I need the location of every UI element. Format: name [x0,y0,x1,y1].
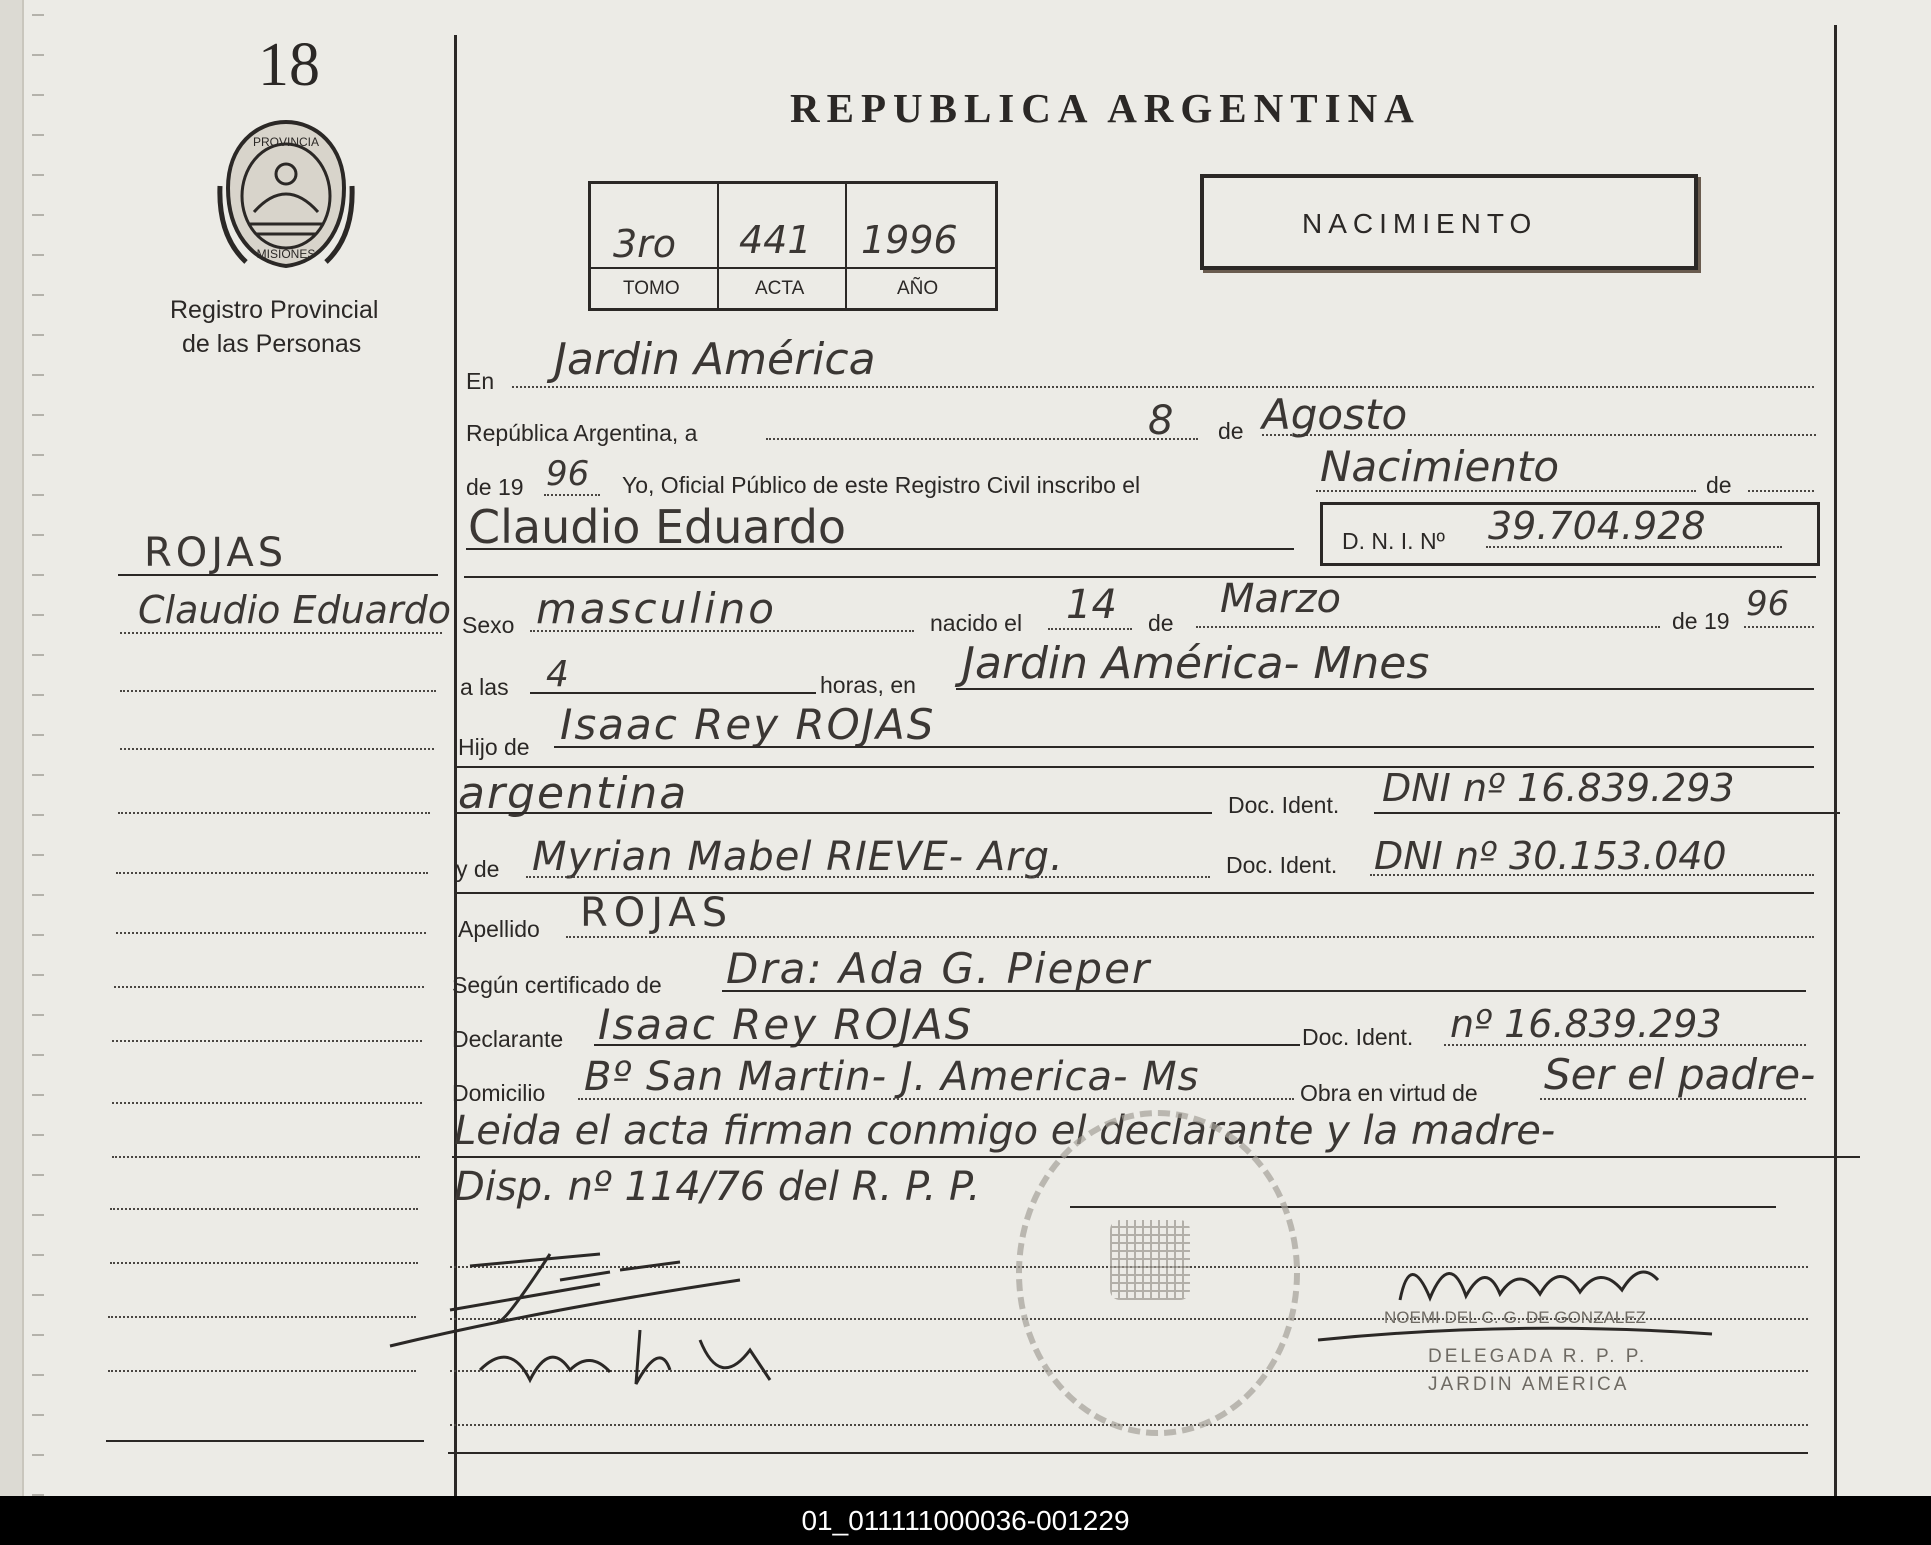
section-rule [464,576,1816,578]
note-line-2: Disp. nº 114/76 del R. P. P. [454,1164,981,1210]
margin-line [110,1208,418,1210]
margin-line [112,1040,422,1042]
margin-given-name: Claudio Eduardo [138,588,451,632]
margin-line [112,1156,420,1158]
record-type-label: NACIMIENTO [1302,208,1538,239]
field-apellido: ROJAS [580,890,734,936]
anio-value: 1996 [861,218,958,262]
label-sexo: Sexo [462,612,515,638]
bottom-rule [448,1452,1808,1454]
margin-line [116,932,426,934]
field-obra: Ser el padre- [1544,1050,1816,1099]
label-yo: Yo, Oficial Público de este Registro Civil inscribo el [622,472,1141,498]
field-mes: Agosto [1262,390,1408,439]
field-doc-madre: DNI nº 30.153.040 [1374,834,1727,878]
line-dni [1486,546,1782,548]
label-de: de [1218,418,1244,444]
field-dni: 39.704.928 [1488,504,1706,548]
line-mes-nac [1196,626,1660,628]
label-apellido: Apellido [458,916,540,942]
label-dni: D. N. I. Nº [1342,528,1445,554]
file-id: 01_011111000036-001229 [801,1505,1130,1536]
field-hora: 4 [546,654,569,695]
line-acto [1316,490,1696,492]
label-obra: Obra en virtud de [1300,1080,1478,1106]
note-line-1: Leida el acta firman conmigo el declarante y la madre- [454,1108,1556,1154]
label-nacido: nacido el [930,610,1023,636]
field-mes-nac: Marzo [1220,576,1341,622]
anio-label: AÑO [897,278,939,299]
label-doc-2: Doc. Ident. [1226,852,1338,878]
field-dia-nac: 14 [1066,582,1117,628]
line-apellido [566,936,1814,938]
label-domicilio: Domicilio [452,1080,546,1106]
page-edge [0,0,24,1496]
field-dia: 8 [1148,398,1174,444]
line-domicilio [578,1098,1294,1100]
acta-value: 441 [739,218,812,262]
field-nacionalidad-padre: argentina [458,768,689,819]
field-doc-declarante: nº 16.839.293 [1450,1002,1722,1046]
officer-title: DELEGADA R. P. P. [1428,1346,1648,1367]
stamp-emblem-icon [1110,1220,1190,1300]
field-domicilio: Bº San Martin- J. America- Ms [584,1054,1200,1100]
mother-signature-icon [470,1310,790,1410]
label-en: En [466,368,495,394]
page-number: 18 [258,31,320,99]
line-en [512,386,1814,388]
province-emblem-icon [216,116,356,272]
field-lugar-nac: Jardin América- Mnes [962,638,1430,689]
margin-line [110,1262,418,1264]
line-lugar-nac [956,688,1814,690]
label-doc-1: Doc. Ident. [1228,792,1340,818]
line-doc-madre [1370,874,1814,876]
line-dia-nac [1048,628,1132,630]
line-anio [544,494,600,496]
margin-line [120,690,436,692]
label-declarante: Declarante [452,1026,564,1052]
officer-office: JARDIN AMERICA [1428,1374,1630,1395]
label-de-2: de [1706,472,1732,498]
margin-line [120,632,442,634]
label-de-19-b: de 19 [1672,608,1730,634]
field-certificado: Dra: Ada G. Pieper [726,944,1152,993]
field-lugar: Jardin América [554,334,876,385]
index-box [588,181,998,311]
line-doc-declarante [1444,1044,1806,1046]
margin-line [116,872,428,874]
margin-surname: ROJAS [144,530,288,576]
margin-line [108,1370,416,1372]
line-declarante [594,1044,1300,1046]
field-anio: 96 [546,454,590,494]
line-de-2 [1748,490,1814,492]
label-de-3: de [1148,610,1174,636]
margin-bottom-rule [106,1440,424,1442]
margin-line [118,812,430,814]
field-sexo: masculino [536,584,777,633]
field-anio-nac: 96 [1746,584,1790,624]
line-dia [766,438,1198,440]
label-segun: Según certificado de [452,972,662,998]
field-doc-padre: DNI nº 16.839.293 [1382,766,1735,810]
margin-line [112,1102,422,1104]
line-hora [530,692,816,694]
line-nacionalidad [456,812,1212,814]
label-de-19: de 19 [466,474,524,500]
label-a-las: a las [460,674,509,700]
registry-name-line2: de las Personas [182,330,362,358]
label-doc-3: Doc. Ident. [1302,1024,1414,1050]
line-sexo [530,630,914,632]
field-declarante: Isaac Rey ROJAS [598,1000,974,1049]
field-padre: Isaac Rey ROJAS [560,700,936,749]
line-nombre [466,548,1294,550]
field-nombre: Claudio Eduardo [468,500,847,554]
svg-text:PROVINCIA: PROVINCIA [252,135,320,149]
label-horas: horas, en [820,672,916,698]
label-y-de: y de [456,856,500,882]
line-padre [554,746,1814,748]
tomo-value: 3ro [613,222,677,266]
acta-label: ACTA [755,278,805,299]
line-obra [1540,1098,1806,1100]
field-madre: Myrian Mabel RIEVE- Arg. [532,834,1064,880]
margin-rule [118,574,438,576]
label-hijo: Hijo de [458,734,530,760]
field-acto: Nacimiento [1320,442,1560,491]
page-title: REPUBLICA ARGENTINA [790,85,1421,131]
label-republica: República Argentina, a [466,420,698,446]
line-anio-nac [1744,626,1814,628]
registry-name-line1: Registro Provincial [170,296,379,324]
svg-text:MISIONES: MISIONES [256,247,316,261]
line-madre [526,876,1210,878]
margin-line [108,1316,416,1318]
right-border [1834,25,1837,1496]
officer-name: NOEMI DEL C. G. DE GONZALEZ [1384,1308,1646,1327]
line-doc-padre [1374,812,1840,814]
tomo-label: TOMO [623,278,680,299]
line-certificado [722,990,1806,992]
margin-line [114,986,424,988]
margin-line [120,748,434,750]
binding-holes [32,0,44,1496]
